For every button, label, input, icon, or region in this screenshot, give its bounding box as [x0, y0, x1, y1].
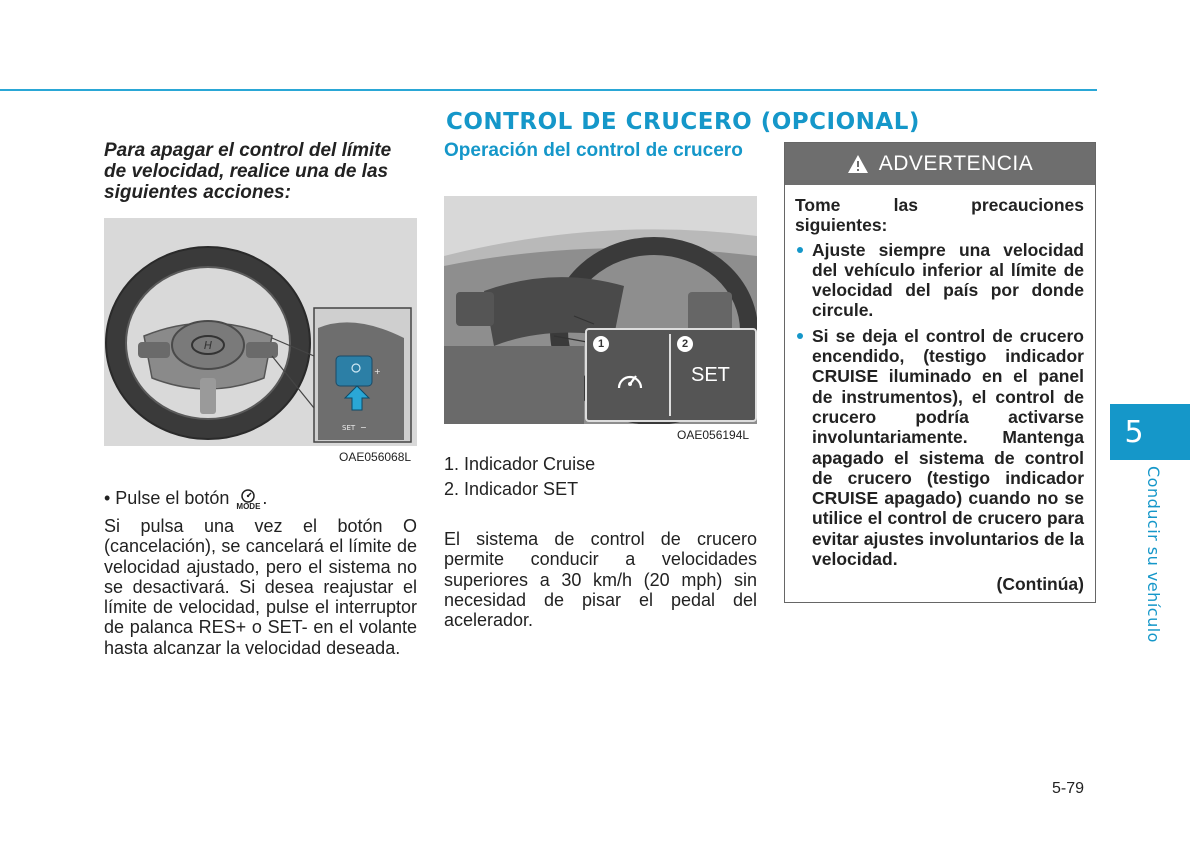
steering-wheel-illustration	[104, 218, 417, 446]
left-bullet: • Pulse el botón MODE .	[104, 488, 268, 512]
warning-triangle-icon	[847, 154, 869, 174]
inset-set-label: SET	[342, 424, 356, 432]
middle-paragraph: El sistema de control de crucero permite conducir a velocidades superiores a 30 km/h (20 mph) sin necesidad de pisar el pedal del acelerador.	[444, 529, 757, 631]
middle-figure-code: OAE056194L	[677, 428, 750, 442]
section-title: CONTROL DE CRUCERO (OPCIONAL)	[446, 109, 920, 135]
svg-text:−: −	[360, 423, 367, 432]
page-number: 5-79	[1052, 780, 1085, 797]
indicator-item-1: 1. Indicador Cruise	[444, 454, 596, 474]
mode-button-icon	[234, 487, 262, 511]
middle-heading: Operación del control de crucero	[444, 140, 743, 161]
left-heading: Para apagar el control del límite de velocidad, realice una de las siguientes acciones:	[104, 140, 392, 203]
warning-box	[784, 142, 1096, 603]
callout-set-text: SET	[691, 364, 730, 386]
warning-item: Ajuste siempre una velocidad del vehículo inferior al límite de velocidad del país por donde circule.	[795, 240, 1084, 321]
bullet-text: • Pulse el botón	[104, 488, 230, 508]
callout-num-2: 2	[677, 336, 693, 352]
warning-header	[785, 143, 1095, 185]
indicator-callout	[585, 328, 757, 422]
left-figure-code: OAE056068L	[339, 450, 412, 464]
callout-num-1: 1	[593, 336, 609, 352]
steering-wheel-figure	[104, 218, 417, 446]
warning-list	[795, 240, 1084, 570]
mode-label: MODE	[236, 502, 261, 512]
warning-body	[785, 185, 1095, 595]
callout-divider	[669, 334, 671, 416]
dashboard-figure	[444, 196, 757, 424]
svg-text:+: +	[374, 367, 381, 376]
cruise-indicator-icon	[613, 364, 647, 398]
warning-intro: Tome las precauciones siguientes:	[795, 195, 1084, 236]
chapter-label: Conducir su vehículo	[1144, 466, 1163, 643]
left-paragraph: Si pulsa una vez el botón O (cancelación), se cancelará el límite de velocidad ajustado, pero el sistema no se desactivará. Si desea reajustar el límite de velocidad, pulse el interruptor de palanca RES+ o SET- en el volante hasta alcanzar la velocidad deseada.	[104, 516, 417, 658]
indicator-item-2: 2. Indicador SET	[444, 479, 579, 499]
left-column	[104, 140, 417, 203]
chapter-label-wrap	[1144, 466, 1165, 643]
warning-continue: (Continúa)	[996, 574, 1084, 595]
warning-title: ADVERTENCIA	[878, 152, 1034, 175]
top-rule	[0, 89, 1097, 91]
warning-item: Si se deja el control de crucero encendido, (testigo indicador CRUISE iluminado en el panel de instrumentos), el control de crucero podría activarse involuntariamente. Mantenga apagado el sistema de control de crucero (testigo indicador CRUISE apagado) cuando no se utilice el control de crucero para evitar ajustes involuntarios de la velocidad.	[795, 326, 1084, 570]
svg-text:H: H	[203, 339, 213, 352]
chapter-number: 5	[1124, 414, 1144, 450]
